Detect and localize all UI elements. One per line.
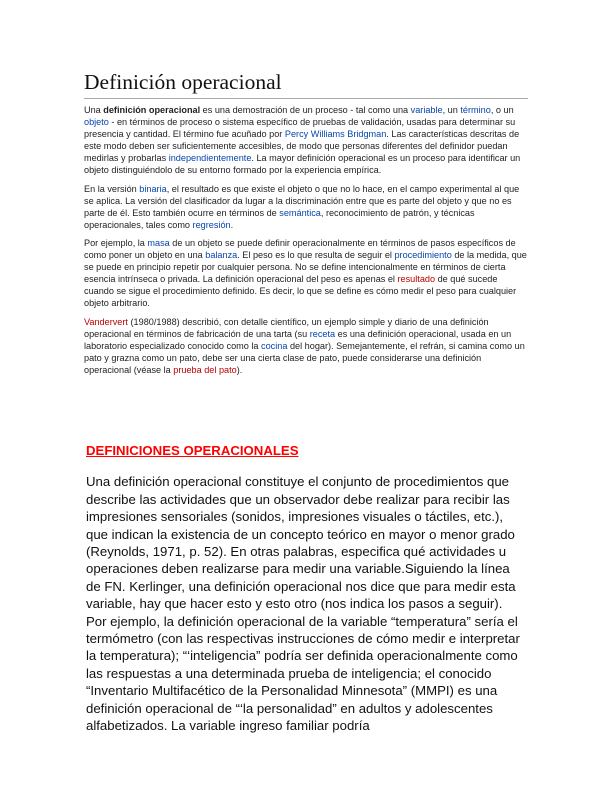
- paragraph-masa: [84, 237, 528, 310]
- text: del hogar). Semejantemente, el refrán, si camina como un pato y grazna como un pato, debe ser una cierta clase de pato, puede considerarse una definición operacional (véase la: [84, 340, 525, 375]
- section-heading: DEFINICIONES OPERACIONALES: [86, 443, 299, 458]
- bold-term: definición operacional: [103, 105, 201, 115]
- paragraph-intro: [84, 104, 528, 177]
- article-title: Definición operacional: [84, 70, 528, 99]
- text: , o un: [490, 105, 514, 115]
- link-resultado[interactable]: resultado: [397, 274, 436, 285]
- paragraph-binaria: [84, 183, 528, 231]
- text: - en términos de proceso o sistema específico de pruebas de validación, usadas para determinar su presencia y cantidad. El término fue acuñado por: [84, 117, 516, 140]
- link-receta[interactable]: receta: [309, 328, 336, 339]
- text: En la versión: [84, 183, 140, 194]
- link-independientemente[interactable]: independientemente: [168, 153, 252, 164]
- link-objeto[interactable]: objeto: [84, 117, 109, 128]
- text: es una definición operacional, usada en un laboratorio especializado conocido como la: [84, 328, 512, 351]
- text: . La mayor definición operacional es un proceso para identificar un objeto distinguiéndolo de su entorno formado por la experiencia empírica.: [84, 153, 521, 176]
- link-binaria[interactable]: binaria: [139, 183, 167, 194]
- section-body: Una definición operacional constituye el conjunto de procedimientos que describe las actividades que un observador debe realizar para recibir las impresiones sensoriales (sonidos, impresiones visuales o táctiles, etc.), que indican la existencia de un concepto teórico en mayor o menor grado (Reynolds, 1971, p. 52). En otras palabras, especifica qué actividades u operaciones deben realizarse para medir una variable.Siguiendo la línea de FN. Kerlinger, una definición operacional nos dice que para medir esta variable, hay que hacer esto y esto otro (nos indica los pasos a seguir). Por ejemplo, la definición operacional de la variable “temperatura” sería el termómetro (con las respectivas instrucciones de cómo medir e interpretar la temperatura); “‘inteligencia” podría ser definida operacionalmente como las respuestas a una determinada prueba de inteligencia; el conocido “Inventario Multifacético de la Personalidad Minnesota” (MMPI) es una definición operacional de “‘la personalidad” en adultos y adolescentes alfabetizados. La variable ingreso familiar podría: [86, 474, 520, 734]
- text: , el resultado es que existe el objeto o que no lo hace, en el campo experimental al que se aplica. La versión del clasificador da lugar a la discriminación entre que es parte del objeto y que no es parte de él. Esto también ocurre en términos de: [84, 183, 520, 218]
- text: de qué sucede cuando se sigue el procedimiento definido. Es decir, lo que se define es cómo medir el peso para cualquier objeto arbitrario.: [84, 274, 517, 309]
- text: . Las características descritas de este modo deben ser suficientemente accesibles, de modo que personas diferentes del definidor puedan medirlas y probarlas: [84, 129, 520, 164]
- text: ).: [236, 364, 243, 375]
- link-procedimiento[interactable]: procedimiento: [394, 250, 452, 261]
- text: , un: [442, 105, 461, 115]
- link-semantica[interactable]: semántica: [279, 207, 321, 218]
- link-prueba-del-pato[interactable]: prueba del pato: [173, 364, 237, 375]
- link-regresion[interactable]: regresión: [192, 219, 231, 230]
- text: de la medida, que se puede en principio repetir por cualquier persona. No se define intencionalmente en términos de cierta esencia intrínseca o privada. La definición operacional del peso es apenas el: [84, 250, 527, 285]
- text: , reconocimiento de patrón, y técnicas operacionales, tales como: [84, 207, 475, 230]
- link-balanza[interactable]: balanza: [205, 250, 238, 261]
- text: . El peso es lo que resulta de seguir el: [237, 250, 395, 261]
- link-cocina[interactable]: cocina: [261, 340, 288, 351]
- text: .: [230, 219, 234, 230]
- wiki-excerpt: [84, 70, 528, 382]
- link-percy-bridgman[interactable]: Percy Williams Bridgman: [284, 129, 387, 140]
- link-variable[interactable]: variable: [410, 105, 443, 115]
- paragraph-vandervert: [84, 316, 528, 376]
- text: (1980/1988) describió, con detalle científico, un ejemplo simple y diario de una definición operacional en términos de fabricación de una tarta (su: [84, 316, 489, 339]
- text: Por ejemplo, la: [84, 237, 148, 248]
- link-masa[interactable]: masa: [147, 237, 170, 248]
- text: de un objeto se puede definir operacionalmente en términos de pasos específicos de como poner un objeto en una: [84, 237, 516, 261]
- definiciones-section: [86, 442, 526, 735]
- text: Una: [84, 105, 104, 115]
- link-termino[interactable]: término: [460, 105, 491, 115]
- text: es una demostración de un proceso - tal como una: [200, 105, 411, 115]
- link-vandervert[interactable]: Vandervert: [84, 316, 128, 327]
